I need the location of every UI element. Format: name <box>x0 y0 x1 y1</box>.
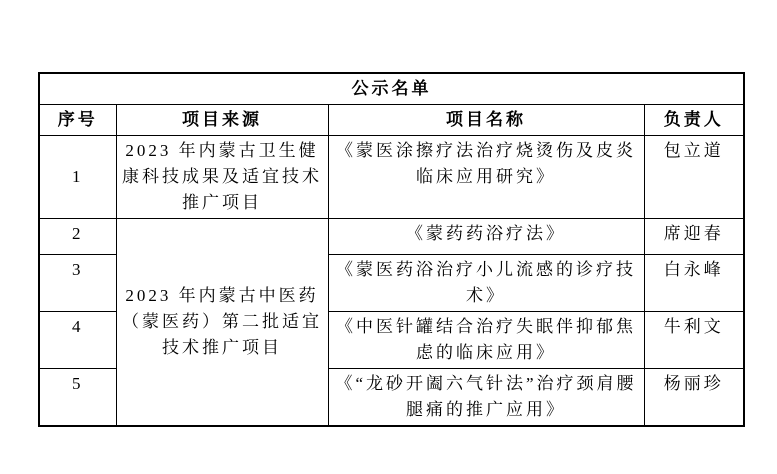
table-header-row <box>39 105 744 136</box>
leader-cell-1: 包立道 <box>644 136 744 219</box>
project-cell-1: 《蒙医涂擦疗法治疗烧烫伤及皮炎临床应用研究》 <box>328 136 644 219</box>
leader-cell-4: 牛利文 <box>644 312 744 369</box>
table-row <box>39 136 744 219</box>
leader-cell-2: 席迎春 <box>644 219 744 255</box>
seq-cell-1: 1 <box>39 136 116 219</box>
leader-cell-5: 杨丽珍 <box>644 369 744 427</box>
col-header-source: 项目来源 <box>116 105 328 136</box>
table-title-row <box>39 73 744 105</box>
project-cell-2: 《蒙药药浴疗法》 <box>328 219 644 255</box>
public-notice-table <box>38 72 745 427</box>
leader-cell-3: 白永峰 <box>644 255 744 312</box>
project-cell-4: 《中医针罐结合治疗失眠伴抑郁焦虑的临床应用》 <box>328 312 644 369</box>
seq-cell-4: 4 <box>39 312 116 369</box>
col-header-project: 项目名称 <box>328 105 644 136</box>
project-cell-5: 《“龙砂开阖六气针法”治疗颈肩腰腿痛的推广应用》 <box>328 369 644 427</box>
project-cell-3: 《蒙医药浴治疗小儿流感的诊疗技术》 <box>328 255 644 312</box>
col-header-seq: 序号 <box>39 105 116 136</box>
seq-cell-2: 2 <box>39 219 116 255</box>
seq-cell-5: 5 <box>39 369 116 427</box>
source-cell-rows2-5: 2023 年内蒙古中医药（蒙医药）第二批适宜技术推广项目 <box>116 219 328 427</box>
table-title: 公示名单 <box>39 73 744 105</box>
source-cell-row1: 2023 年内蒙古卫生健康科技成果及适宜技术推广项目 <box>116 136 328 219</box>
seq-cell-3: 3 <box>39 255 116 312</box>
table-row <box>39 219 744 255</box>
col-header-leader: 负责人 <box>644 105 744 136</box>
